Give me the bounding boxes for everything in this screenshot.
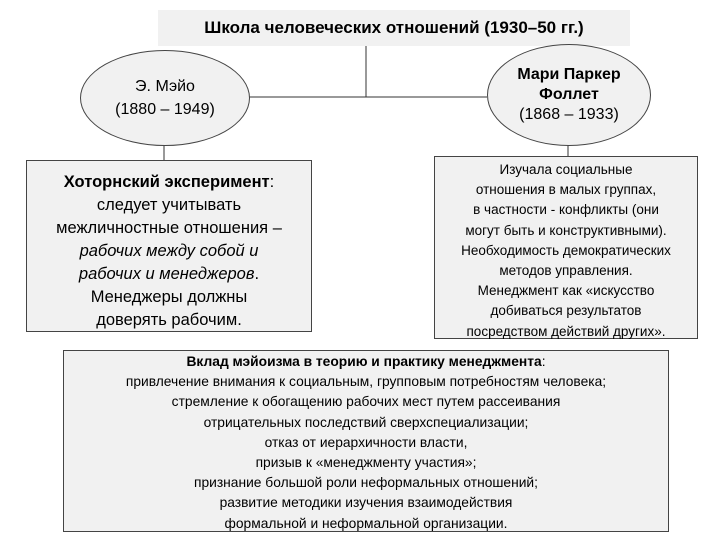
follet-desc-line: посредством действий других». xyxy=(466,323,666,339)
hawthorne-heading-line xyxy=(27,171,311,194)
contribution-line: привлечение внимания к социальным, групповым потребностям человека; xyxy=(125,374,607,390)
follet-desc-line: Менеджмент как «искусство xyxy=(477,283,655,299)
hawthorne-line4 xyxy=(27,263,311,286)
hawthorne-line5: Менеджеры должны xyxy=(90,288,248,306)
hawthorne-line4-text: рабочих и менеджеров xyxy=(78,265,255,283)
hawthorne-heading: Хоторнский эксперимент xyxy=(63,173,270,191)
hawthorne-line4-suffix: . xyxy=(254,265,260,283)
mayo-name: Э. Мэйо xyxy=(135,78,195,95)
follet-desc-line: могут быть и конструктивными). xyxy=(465,222,667,238)
contribution-heading-suffix: : xyxy=(541,354,546,369)
follet-desc-line: Необходимость демократических xyxy=(461,242,671,258)
contribution-heading: Вклад мэйоизма в теорию и практику менеджмента xyxy=(186,354,542,369)
contribution-line: признание большой роли неформальных отношений; xyxy=(194,475,538,491)
hawthorne-line3-text: рабочих между собой и xyxy=(79,242,259,260)
page-title xyxy=(158,10,630,46)
hawthorne-line1: следует учитывать xyxy=(96,196,242,214)
hawthorne-line3 xyxy=(27,240,311,263)
follet-desc-line: Изучала социальные xyxy=(499,162,633,177)
title-text: Школа человеческих отношений (1930–50 гг.) xyxy=(204,18,584,37)
follet-desc-line: отношения в малых группах, xyxy=(475,182,657,198)
hawthorne-line6: доверять рабочим. xyxy=(96,311,242,329)
follet-desc-line: добиваться результатов xyxy=(490,303,642,319)
contribution-box xyxy=(63,350,669,532)
mayo-years: (1880 – 1949) xyxy=(115,101,215,118)
hawthorne-line2: межличностные отношения – xyxy=(56,219,282,237)
follet-years: (1868 – 1933) xyxy=(519,106,619,123)
follet-description-box xyxy=(434,156,698,339)
contribution-line: отказ от иерархичности власти, xyxy=(264,434,468,450)
contribution-line: призыв к «менеджменту участия»; xyxy=(255,455,477,471)
contribution-line: стремление к обогащению рабочих мест путем рассеивания xyxy=(171,394,561,410)
hawthorne-heading-suffix: : xyxy=(269,173,275,191)
contribution-line: развитие методики изучения взаимодействия xyxy=(219,495,513,511)
follet-desc-line: в частности - конфликты (они xyxy=(473,202,659,218)
mayo-ellipse xyxy=(80,50,250,146)
follet-desc-line: методов управления. xyxy=(499,263,633,279)
contribution-line: формальной и неформальной организации. xyxy=(224,515,508,531)
hawthorne-box xyxy=(26,160,312,332)
follet-ellipse xyxy=(487,44,651,146)
contribution-line: отрицательных последствий сверхспециализации; xyxy=(203,414,529,430)
follet-name-line2: Фоллет xyxy=(539,86,599,103)
contribution-heading-line xyxy=(64,352,668,372)
follet-name-line1: Мари Паркер xyxy=(517,66,621,83)
